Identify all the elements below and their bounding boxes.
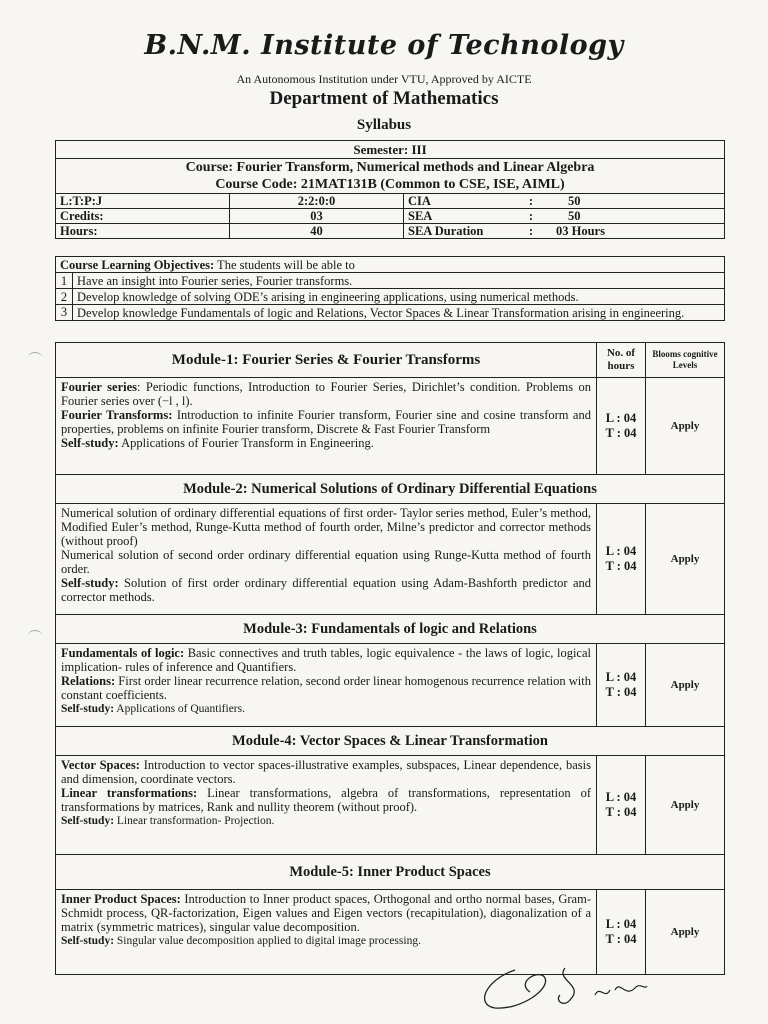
info-key: L:T:P:J [56, 194, 230, 209]
topic-text: Introduction to infinite Fourier transform, Fourier sine and cosine transform and properties, problems on infinite Fourier transform, Discrete & Fast Fourier Transform [61, 408, 591, 436]
info-value2: 50 [550, 209, 725, 224]
self-study-label: Self-study: [61, 703, 115, 715]
info-key2: SEA Duration [404, 224, 513, 239]
self-study-text: Solution of first order ordinary differential equation using Adam-Bashforth predictor and corrector methods. [61, 576, 591, 604]
blooms-header: Blooms cognitive Levels [646, 343, 725, 378]
self-study-text: Linear transformation- Projection. [114, 815, 275, 827]
modules-table [55, 342, 725, 975]
self-study-label: Self-study: [61, 815, 115, 827]
module-content [56, 378, 725, 475]
module-body [56, 756, 597, 855]
lecture-hours: L : 04 [605, 917, 637, 931]
info-key2: CIA [404, 194, 513, 209]
topic-label: Fundamentals of logic: [61, 646, 185, 660]
tutorial-hours: T : 04 [605, 559, 637, 573]
module-title: Module-3: Fundamentals of logic and Relations [56, 615, 725, 644]
blooms-level: Apply [646, 378, 725, 475]
department-title: Department of Mathematics [269, 88, 499, 109]
topic-text: Numerical solution of ordinary differential equations of first order- Taylor series method, Euler’s method, Modified Euler’s method, Runge-Kutta method of fourth order, Milne’s predictor and corrector methods (without proof) [61, 506, 591, 548]
module-title: Module-1: Fourier Series & Fourier Transforms [56, 343, 597, 378]
self-study-label: Self-study: [61, 436, 119, 450]
tutorial-hours: T : 04 [605, 932, 637, 946]
info-row [56, 194, 725, 209]
info-colon: : [512, 224, 550, 239]
hours-header: No. of hours [597, 343, 646, 378]
self-study-label: Self-study: [61, 935, 115, 947]
objectives-intro: The students will be able to [214, 257, 355, 272]
module-body [56, 644, 597, 727]
info-value: 40 [230, 224, 404, 239]
topic-text: Linear transformations, algebra of transformations, representation of transformations by matrices, Rank and nullity theorem (without proof). [61, 786, 591, 814]
info-colon: : [512, 194, 550, 209]
course-title: Course: Fourier Transform, Numerical methods and Linear Algebra [185, 160, 595, 175]
objective-item [56, 273, 725, 289]
self-study-text: Applications of Quantifiers. [114, 703, 245, 715]
signature-mark [475, 960, 675, 1016]
punch-hole-mark [28, 630, 42, 641]
objective-text: Develop knowledge of solving ODE’s arising in engineering applications, using numerical methods. [73, 289, 725, 305]
info-value: 03 [230, 209, 404, 224]
semester-cell: Semester: III [56, 141, 725, 159]
info-key: Credits: [56, 209, 230, 224]
blooms-level: Apply [646, 504, 725, 615]
objective-text: Have an insight into Fourier series, Fourier transforms. [73, 273, 725, 289]
self-study-label: Self-study: [61, 576, 119, 590]
objective-number: 1 [56, 273, 73, 289]
objectives-heading [56, 257, 725, 273]
tutorial-hours: T : 04 [605, 685, 637, 699]
lecture-hours: L : 04 [605, 411, 637, 425]
info-value: 2:2:0:0 [230, 194, 404, 209]
punch-hole-mark [28, 352, 42, 363]
objectives-label: Course Learning Objectives: [60, 257, 215, 272]
info-colon: : [512, 209, 550, 224]
institute-name: B.N.M. Institute of Technology [144, 30, 624, 61]
objective-item [56, 305, 725, 321]
module-header [56, 855, 725, 890]
tutorial-hours: T : 04 [605, 805, 637, 819]
module-title: Module-4: Vector Spaces & Linear Transformation [56, 727, 725, 756]
document-title: Syllabus [356, 117, 412, 133]
info-row [56, 224, 725, 239]
course-info-table [55, 140, 725, 239]
module-content [56, 504, 725, 615]
self-study-text: Singular value decomposition applied to digital image processing. [114, 935, 421, 947]
topic-text: Introduction to Inner product spaces, Orthogonal and ortho normal bases, Gram-Schmidt process, QR-factorization, Eigen values and Eigen vectors (recapitulation), diagonalization of a matrix (symmetric matrices), singular value decomposition. [61, 892, 591, 934]
topic-text: Introduction to vector spaces-illustrative examples, subspaces, Linear dependence, basis and dimension, coordinate vectors. [61, 758, 591, 786]
module-body [56, 504, 597, 615]
info-key: Hours: [56, 224, 230, 239]
module-header [56, 727, 725, 756]
module-hours [597, 756, 646, 855]
topic-label: Inner Product Spaces: [61, 892, 181, 906]
module-header [56, 343, 725, 378]
blooms-level: Apply [646, 890, 725, 975]
info-key2: SEA [404, 209, 513, 224]
module-header [56, 615, 725, 644]
course-code: Course Code: 21MAT131B (Common to CSE, ISE, AIML) [215, 177, 565, 192]
module-body [56, 378, 597, 475]
objective-number: 3 [56, 305, 73, 321]
tutorial-hours: T : 04 [605, 426, 637, 440]
topic-label: Relations: [61, 674, 116, 688]
institute-subtitle: An Autonomous Institution under VTU, Approved by AICTE [236, 72, 532, 86]
info-value2: 50 [550, 194, 725, 209]
module-content [56, 644, 725, 727]
blooms-level: Apply [646, 756, 725, 855]
topic-text: Basic connectives and truth tables, logic equivalence - the laws of logic, logical implication- rules of inference and Quantifiers. [61, 646, 591, 674]
module-content [56, 756, 725, 855]
lecture-hours: L : 04 [605, 670, 637, 684]
self-study-text: Applications of Fourier Transform in Engineering. [118, 436, 374, 450]
course-title-cell [56, 159, 725, 194]
lecture-hours: L : 04 [605, 790, 637, 804]
topic-label: Fourier Transforms: [61, 408, 173, 422]
objective-text: Develop knowledge Fundamentals of logic and Relations, Vector Spaces & Linear Transformation arising in engineering. [73, 305, 725, 321]
topic-text: : Periodic functions, Introduction to Fourier Series, Dirichlet’s condition. Problems on Fourier series over (−l , l). [61, 380, 591, 408]
module-hours [597, 504, 646, 615]
lecture-hours: L : 04 [605, 544, 637, 558]
info-row [56, 209, 725, 224]
topic-label: Fourier series [61, 380, 138, 394]
info-value2: 03 Hours [550, 224, 725, 239]
module-hours [597, 644, 646, 727]
objective-number: 2 [56, 289, 73, 305]
module-title: Module-5: Inner Product Spaces [56, 855, 725, 890]
module-header [56, 475, 725, 504]
blooms-level: Apply [646, 644, 725, 727]
topic-label: Vector Spaces: [61, 758, 140, 772]
objective-item [56, 289, 725, 305]
topic-label: Linear transformations: [61, 786, 198, 800]
module-hours [597, 378, 646, 475]
module-title: Module-2: Numerical Solutions of Ordinary Differential Equations [56, 475, 725, 504]
objectives-table [55, 256, 725, 321]
topic-text: First order linear recurrence relation, second order linear homogenous recurrence relation with constant coefficients. [61, 674, 592, 702]
topic-text: Numerical solution of second order ordinary differential equation using Runge-Kutta method of fourth order. [61, 548, 591, 576]
